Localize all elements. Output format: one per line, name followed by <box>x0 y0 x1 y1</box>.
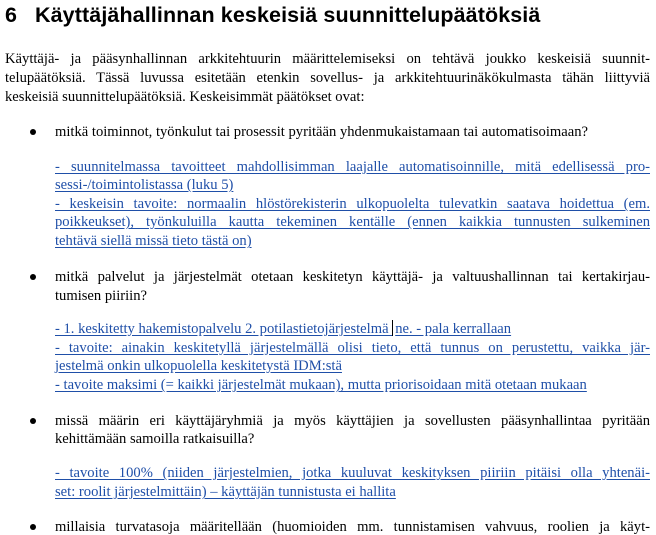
question-line: tumisen piiriin? <box>55 288 148 304</box>
note-text: ne. - pala kerrallaan <box>395 321 512 337</box>
section-heading <box>5 3 540 28</box>
note-line: jestelmä onkin ulkopuolella keskitetystä IDM:stä <box>55 358 342 374</box>
note-line: tehtävä siellä missä tieto tästä on) <box>55 233 252 249</box>
note-line: - tavoite 100% (niiden järjestelmien, jotka kuuluvat keskityksen piiriin pitäisi olla yhtenäi- <box>55 465 650 481</box>
note-line: sessi-/toimintolistassa (luku 5) <box>55 177 234 193</box>
question-line: kehittämään samoilla ratkaisuilla? <box>55 431 255 447</box>
section-title: Käyttäjähallinnan keskeisiä suunnittelupäätöksiä <box>35 3 541 27</box>
bullet-icon <box>30 418 36 424</box>
bullet-icon <box>30 274 36 280</box>
note-line <box>55 320 511 338</box>
intro-line: keskeisiä suunnittelupäätöksiä. Keskeisimmät päätökset ovat: <box>5 89 365 105</box>
intro-line: telupäätöksiä. Tässä luvussa esitetään etenkin sovellus- ja arkkitehtuurinäkökulmasta tähän liittyviä <box>5 70 650 86</box>
bullet-icon <box>30 524 36 530</box>
note-line: set: roolit järjestelmittäin) – käyttäjän tunnistusta ei hallita <box>55 484 396 500</box>
section-number: 6 <box>5 3 18 27</box>
note-line: - tavoite maksimi (= kaikki järjestelmät mukaan), mutta priorisoidaan mitä otetaan mukaan <box>55 377 587 393</box>
question-line: missä määrin eri käyttäjäryhmiä ja myös käyttäjien ja sovellusten pääsynhallintaa pyritään <box>55 413 650 429</box>
question-line: millaisia turvatasoja määritellään (huomioiden mm. tunnistamisen vahvuus, roolien ja käyt- <box>55 519 650 535</box>
question-line: mitkä toiminnot, työnkulut tai prosessit pyritään yhdenmukaistamaan tai automatisoimaan? <box>55 124 588 140</box>
note-line <box>55 195 650 213</box>
note-line: poikkeukset), työnkuluilla kautta tekeminen kentälle (ennen kaikkia tunnusten sulkeminen <box>55 214 650 230</box>
intro-line: Käyttäjä- ja pääsynhallinnan arkkitehtuurin määrittelemiseksi on tehtävä joukko keskeisiä suunnit- <box>5 51 650 67</box>
note-text: - 1. keskitetty hakemistopalvelu 2. potilastietojärjestelmä <box>55 321 393 337</box>
text-cursor <box>392 320 393 336</box>
bullet-icon <box>30 129 36 135</box>
note-line: - suunnitelmassa tavoitteet mahdollisimman laajalle automatisoinnille, mitä edellisessä pro- <box>55 159 650 175</box>
note-line: - tavoite: ainakin keskitetyllä järjestelmällä olisi tieto, että tunnus on perustettu, vaikka jär- <box>55 340 650 356</box>
question-line: mitkä palvelut ja järjestelmät otetaan keskitetyn käyttäjä- ja valtuushallinnan tai kertakirjau- <box>55 269 650 285</box>
note-text: - keskeisin tavoite: normaalin hlöstörekisterin ulkopuolelta tulevatkin saatava hoidettua (em. <box>55 196 650 212</box>
